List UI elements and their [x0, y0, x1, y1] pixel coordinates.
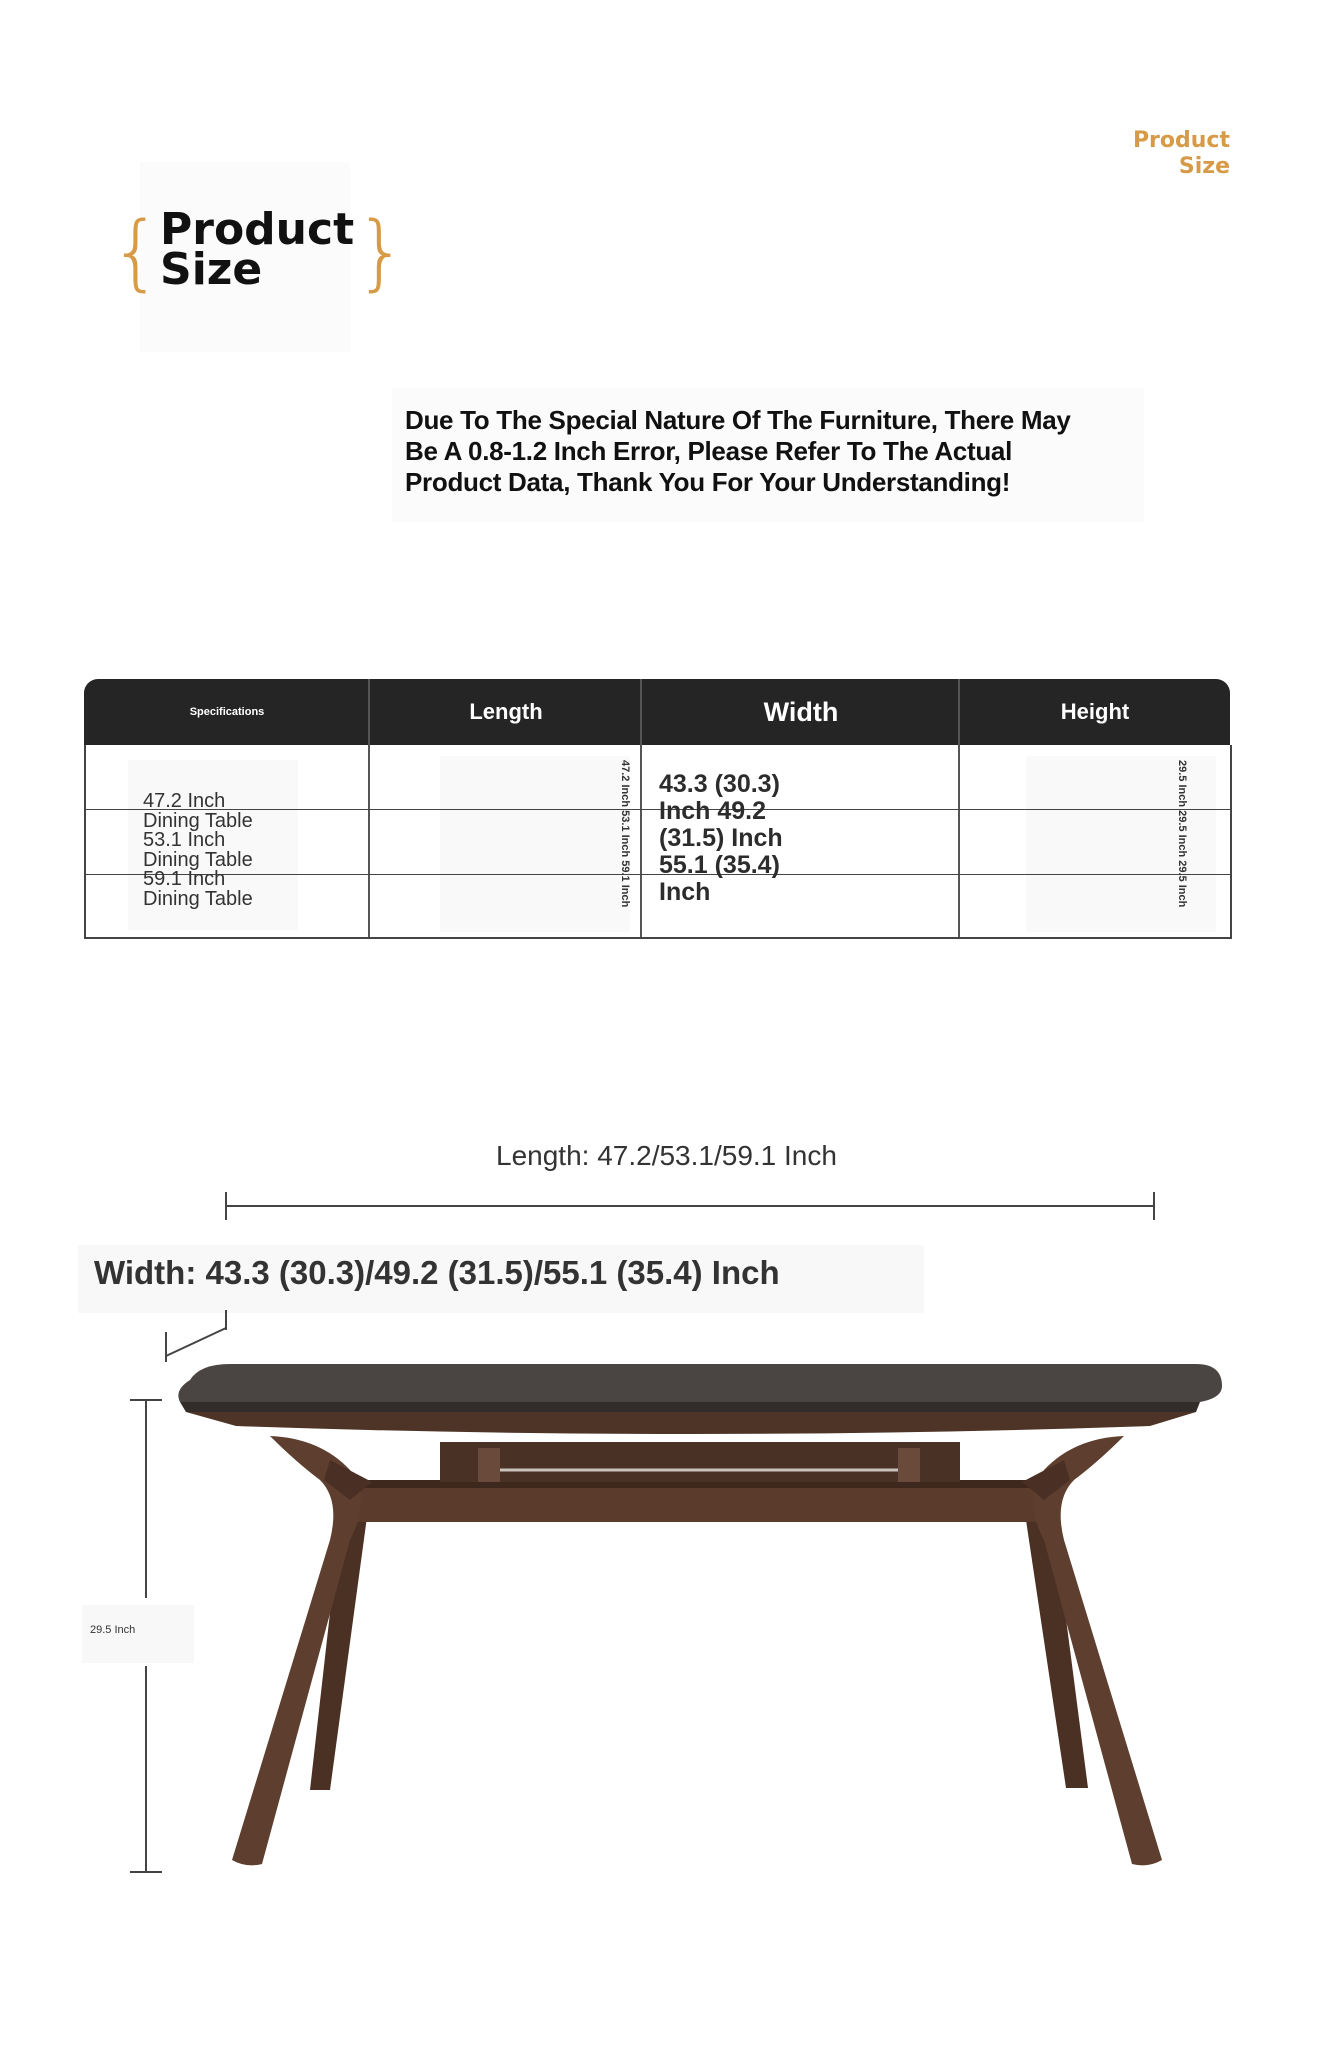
- width-line: 43.3 (30.3): [659, 770, 780, 798]
- spec-line: 53.1 Inch: [143, 829, 226, 851]
- width-label: Width: 43.3 (30.3)/49.2 (31.5)/55.1 (35.4) Inch: [94, 1254, 780, 1291]
- spec-line: 47.2 Inch: [143, 790, 226, 812]
- width-line: (31.5) Inch: [659, 824, 783, 852]
- length-label: Length: 47.2/53.1/59.1 Inch: [496, 1140, 837, 1171]
- header-width: Width: [763, 696, 839, 727]
- spec-list: [143, 792, 313, 909]
- table-divider: [368, 679, 370, 937]
- page-title: [160, 204, 400, 295]
- width-line: Inch: [659, 878, 711, 906]
- tabletop-edge: [180, 1402, 1200, 1412]
- table-divider: [640, 679, 642, 937]
- table-divider: [958, 679, 960, 937]
- spec-line: 59.1 Inch: [143, 868, 226, 890]
- spec-line: Dining Table: [143, 809, 253, 832]
- page-title-line2: Size: [160, 244, 263, 295]
- page-title-line1: Product: [160, 204, 355, 255]
- height-dimension-line: [130, 1400, 162, 1872]
- height-label: 29.5 Inch: [90, 1624, 136, 1636]
- notice-line1: Due To The Special Nature Of The Furniture, There May: [405, 405, 1071, 435]
- header-specifications: Specifications: [189, 706, 265, 718]
- height-values: 29.5 Inch 29.5 Inch 29.5 Inch: [1176, 760, 1188, 908]
- brace-open: {: [110, 205, 163, 300]
- extension-frame: [440, 1442, 960, 1482]
- header-length: Length: [469, 699, 543, 724]
- notice-line3: Product Data, Thank You For Your Understanding!: [405, 467, 1011, 497]
- corner-product-size: [1080, 128, 1230, 180]
- spec-line: Dining Table: [143, 887, 253, 910]
- dining-table-illustration: [0, 1180, 1322, 1900]
- length-dimension-line: [226, 1192, 1154, 1220]
- spec-line: Dining Table: [143, 848, 253, 871]
- length-cell-bg: [440, 756, 630, 932]
- corner-title-line2: Size: [1178, 154, 1230, 179]
- length-values: 47.2 Inch 53.1 Inch 59.1 Inch: [619, 760, 631, 908]
- error-notice: [405, 405, 1165, 498]
- corner-title-line1: Product: [1132, 128, 1230, 153]
- extension-bracket: [478, 1448, 500, 1482]
- width-line: Inch 49.2: [659, 797, 766, 825]
- tabletop-frame: [186, 1412, 1196, 1434]
- brace-close: }: [355, 205, 408, 300]
- notice-line2: Be A 0.8-1.2 Inch Error, Please Refer To The Actual: [405, 436, 1012, 466]
- width-line: 55.1 (35.4): [659, 851, 780, 879]
- width-dimension-line: [166, 1310, 226, 1362]
- width-values: [659, 771, 839, 906]
- tabletop: [178, 1364, 1222, 1402]
- extension-bracket: [898, 1448, 920, 1482]
- header-height: Height: [1060, 699, 1130, 724]
